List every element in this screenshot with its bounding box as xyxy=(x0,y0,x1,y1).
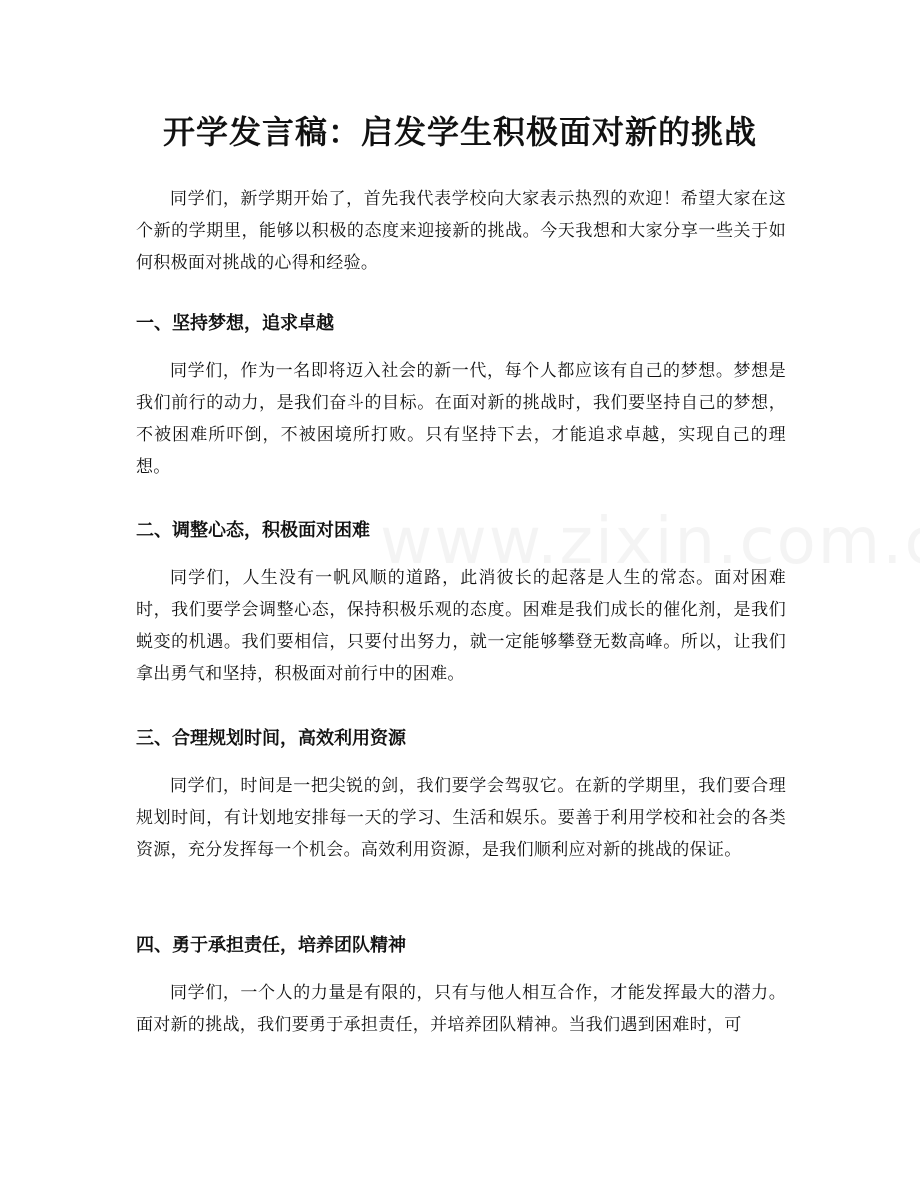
intro-paragraph: 同学们，新学期开始了，首先我代表学校向大家表示热烈的欢迎！希望大家在这个新的学期里，能够以积极的态度来迎接新的挑战。今天我想和大家分享一些关于如何积极面对挑战的心得和经验。 xyxy=(136,189,786,273)
document-title: 开学发言稿：启发学生积极面对新的挑战 xyxy=(162,113,757,151)
section-body-2: 同学们，人生没有一帆风顺的道路，此消彼长的起落是人生的常态。面对困难时，我们要学会调整心态，保持积极乐观的态度。困难是我们成长的催化剂，是我们蜕变的机遇。我们要相信，只要付出努力，就一定能够攀登无数高峰。所以，让我们拿出勇气和坚持，积极面对前行中的困难。 xyxy=(136,568,786,684)
section-heading-4: 四、勇于承担责任，培养团队精神 xyxy=(136,935,406,956)
section-body-4: 同学们，一个人的力量是有限的，只有与他人相互合作，才能发挥最大的潜力。面对新的挑战，我们要勇于承担责任，并培养团队精神。当我们遇到困难时，可 xyxy=(136,983,786,1035)
section-body-3: 同学们，时间是一把尖锐的剑，我们要学会驾驭它。在新的学期里，我们要合理规划时间，有计划地安排每一天的学习、生活和娱乐。要善于利用学校和社会的各类资源，充分发挥每一个机会。高效利用资源，是我们顺利应对新的挑战的保证。 xyxy=(136,776,786,860)
section-heading-1: 一、坚持梦想，追求卓越 xyxy=(136,313,334,334)
section-heading-2: 二、调整心态，积极面对困难 xyxy=(136,520,370,541)
section-heading-3: 三、合理规划时间，高效利用资源 xyxy=(136,728,406,749)
section-body-1: 同学们，作为一名即将迈入社会的新一代，每个人都应该有自己的梦想。梦想是我们前行的动力，是我们奋斗的目标。在面对新的挑战时，我们要坚持自己的梦想，不被困难所吓倒，不被困境所打败。只有坚持下去，才能追求卓越，实现自己的理想。 xyxy=(136,361,786,477)
